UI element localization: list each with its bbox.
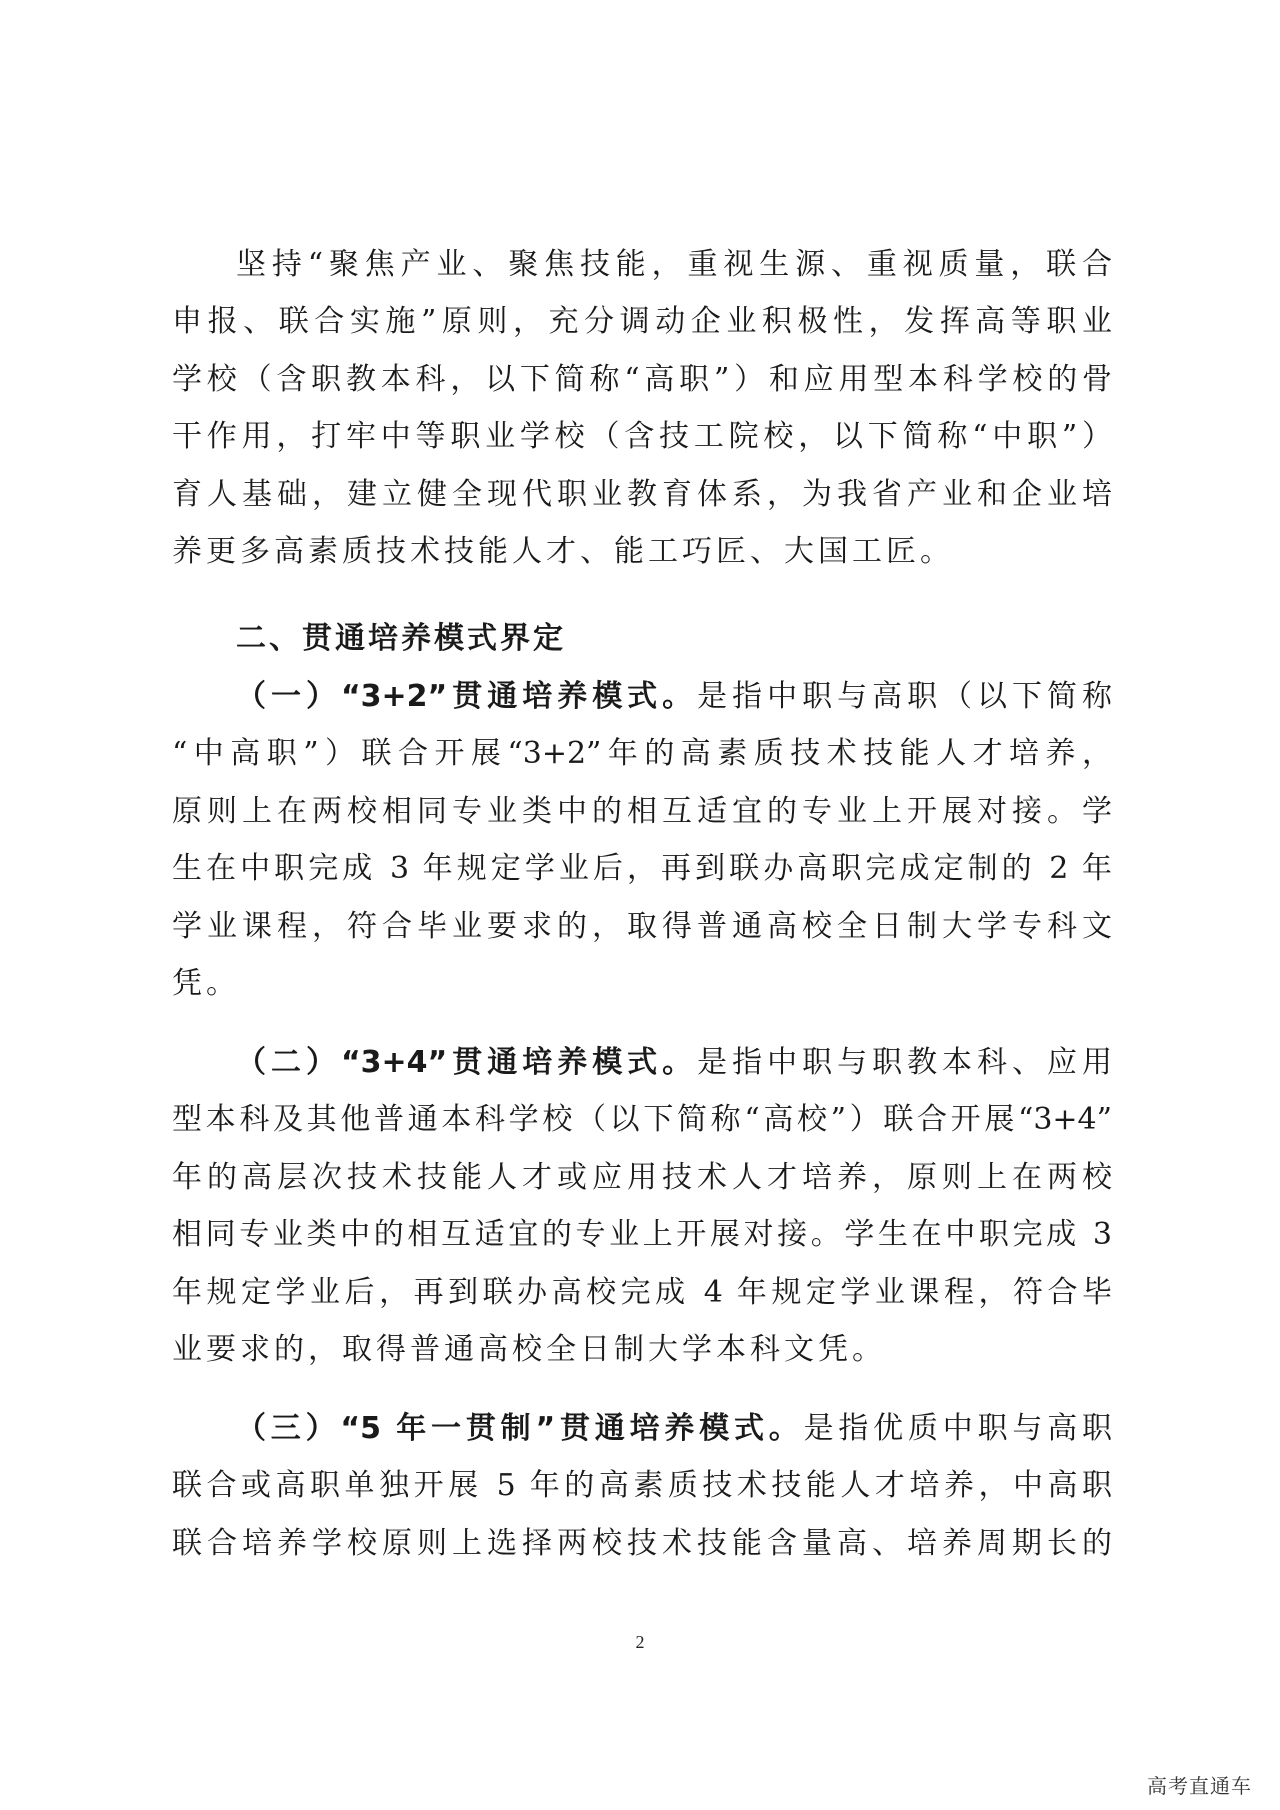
item-text: 是指中职与职教本科、应用 xyxy=(697,1045,1112,1080)
text-line: 凭。 xyxy=(172,966,240,1001)
item-first-line xyxy=(236,1046,1112,1080)
watermark: 高考直通车 xyxy=(1147,1774,1252,1798)
text-line: 联合或高职单独开展 5 年的高素质技术技能人才培养，中高职 xyxy=(172,1468,1112,1503)
item-text: 是指中职与高职（以下简称 xyxy=(697,679,1112,714)
item-title: （三）“5 年一贯制”贯通培养模式。 xyxy=(236,1411,804,1446)
item-text: 是指优质中职与高职 xyxy=(803,1411,1112,1446)
text-line: 年的高层次技术技能人才或应用技术人才培养，原则上在两校 xyxy=(172,1160,1112,1195)
item-first-line xyxy=(236,1412,1112,1446)
text-line: 学校（含职教本科，以下简称“高职”）和应用型本科学校的骨 xyxy=(172,362,1112,397)
item-first-line xyxy=(236,680,1112,714)
text-line: 生在中职完成 3 年规定学业后，再到联办高职完成定制的 2 年 xyxy=(172,851,1112,886)
text-line: 育人基础，建立健全现代职业教育体系，为我省产业和企业培 xyxy=(172,477,1112,512)
text-line: “中高职”）联合开展“3+2”年的高素质技术技能人才培养， xyxy=(172,736,1112,771)
text-line: 养更多高素质技术技能人才、能工巧匠、大国工匠。 xyxy=(172,534,954,569)
text-line: 申报、联合实施”原则，充分调动企业积极性，发挥高等职业 xyxy=(172,304,1112,339)
text-line: 学业课程，符合毕业要求的，取得普通高校全日制大学专科文 xyxy=(172,909,1112,944)
text-line: 相同专业类中的相互适宜的专业上开展对接。学生在中职完成 3 xyxy=(172,1217,1112,1252)
text-line: 型本科及其他普通本科学校（以下简称“高校”）联合开展“3+4” xyxy=(172,1102,1112,1137)
text-line: 坚持“聚焦产业、聚焦技能，重视生源、重视质量，联合 xyxy=(236,247,1112,282)
item-title: （二）“3+4”贯通培养模式。 xyxy=(236,1045,698,1080)
text-line: 业要求的，取得普通高校全日制大学本科文凭。 xyxy=(172,1332,886,1367)
section-heading: 二、贯通培养模式界定 xyxy=(236,621,566,656)
page-number: 2 xyxy=(635,1632,645,1652)
text-line: 年规定学业后，再到联办高校完成 4 年规定学业课程，符合毕 xyxy=(172,1275,1112,1310)
text-line: 干作用，打牢中等职业学校（含技工院校，以下简称“中职”） xyxy=(172,419,1112,454)
text-line: 联合培养学校原则上选择两校技术技能含量高、培养周期长的 xyxy=(172,1526,1112,1561)
text-line: 原则上在两校相同专业类中的相互适宜的专业上开展对接。学 xyxy=(172,794,1112,829)
item-title: （一）“3+2”贯通培养模式。 xyxy=(236,679,698,714)
